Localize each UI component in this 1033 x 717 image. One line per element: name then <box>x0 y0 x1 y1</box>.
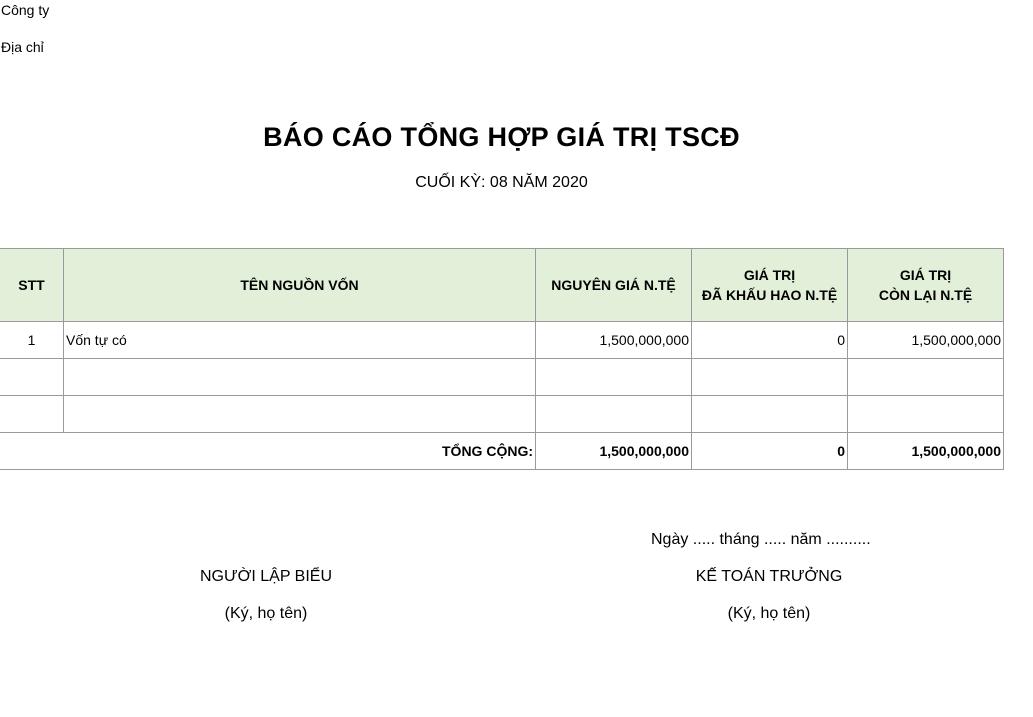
cell-source-name: Vốn tự có <box>64 322 536 359</box>
cell-empty <box>692 359 848 396</box>
col-header-stt: STT <box>0 249 64 322</box>
col-header-original-cost: NGUYÊN GIÁ N.TỆ <box>536 249 692 322</box>
col-header-depreciated-line1: GIÁ TRỊ <box>743 267 796 283</box>
col-header-depreciated-line2: ĐÃ KHẤU HAO N.TỆ <box>701 287 838 303</box>
col-header-remaining-line1: GIÁ TRỊ <box>899 267 952 283</box>
cell-depreciated: 0 <box>692 322 848 359</box>
company-label: Công ty <box>1 2 50 18</box>
cell-empty <box>536 359 692 396</box>
cell-empty <box>0 359 64 396</box>
col-header-depreciated <box>692 249 848 322</box>
total-label: TỔNG CỘNG: <box>0 433 536 470</box>
chief-accountant-note: (Ký, họ tên) <box>727 605 811 622</box>
cell-empty <box>64 396 536 433</box>
report-title: BÁO CÁO TỔNG HỢP GIÁ TRỊ TSCĐ <box>263 122 740 152</box>
total-original-cost: 1,500,000,000 <box>536 433 692 470</box>
cell-original-cost: 1,500,000,000 <box>536 322 692 359</box>
cell-stt: 1 <box>0 322 64 359</box>
cell-empty <box>536 396 692 433</box>
cell-empty <box>0 396 64 433</box>
table-header-row <box>0 249 1004 322</box>
signature-date-line: Ngày ..... tháng ..... năm .......... <box>651 531 871 548</box>
col-header-remaining-line2: CÒN LẠI N.TỆ <box>878 287 973 303</box>
cell-empty <box>64 359 536 396</box>
preparer-note: (Ký, họ tên) <box>224 605 308 622</box>
total-remaining: 1,500,000,000 <box>848 433 1004 470</box>
col-header-source-name: TÊN NGUỒN VỐN <box>64 249 536 322</box>
preparer-title: NGƯỜI LẬP BIỂU <box>199 568 332 585</box>
col-header-remaining <box>848 249 1004 322</box>
cell-empty <box>848 359 1004 396</box>
report-period: CUỐI KỲ: 08 NĂM 2020 <box>415 174 588 191</box>
table-row <box>0 322 1004 359</box>
cell-empty <box>692 396 848 433</box>
table-total-row <box>0 433 1004 470</box>
table-row-empty <box>0 396 1004 433</box>
table-row-empty <box>0 359 1004 396</box>
address-label: Địa chỉ <box>1 39 44 55</box>
chief-accountant-title: KẾ TOÁN TRƯỞNG <box>695 568 843 585</box>
fixed-asset-summary-table <box>0 248 1004 470</box>
cell-empty <box>848 396 1004 433</box>
total-depreciated: 0 <box>692 433 848 470</box>
cell-remaining: 1,500,000,000 <box>848 322 1004 359</box>
